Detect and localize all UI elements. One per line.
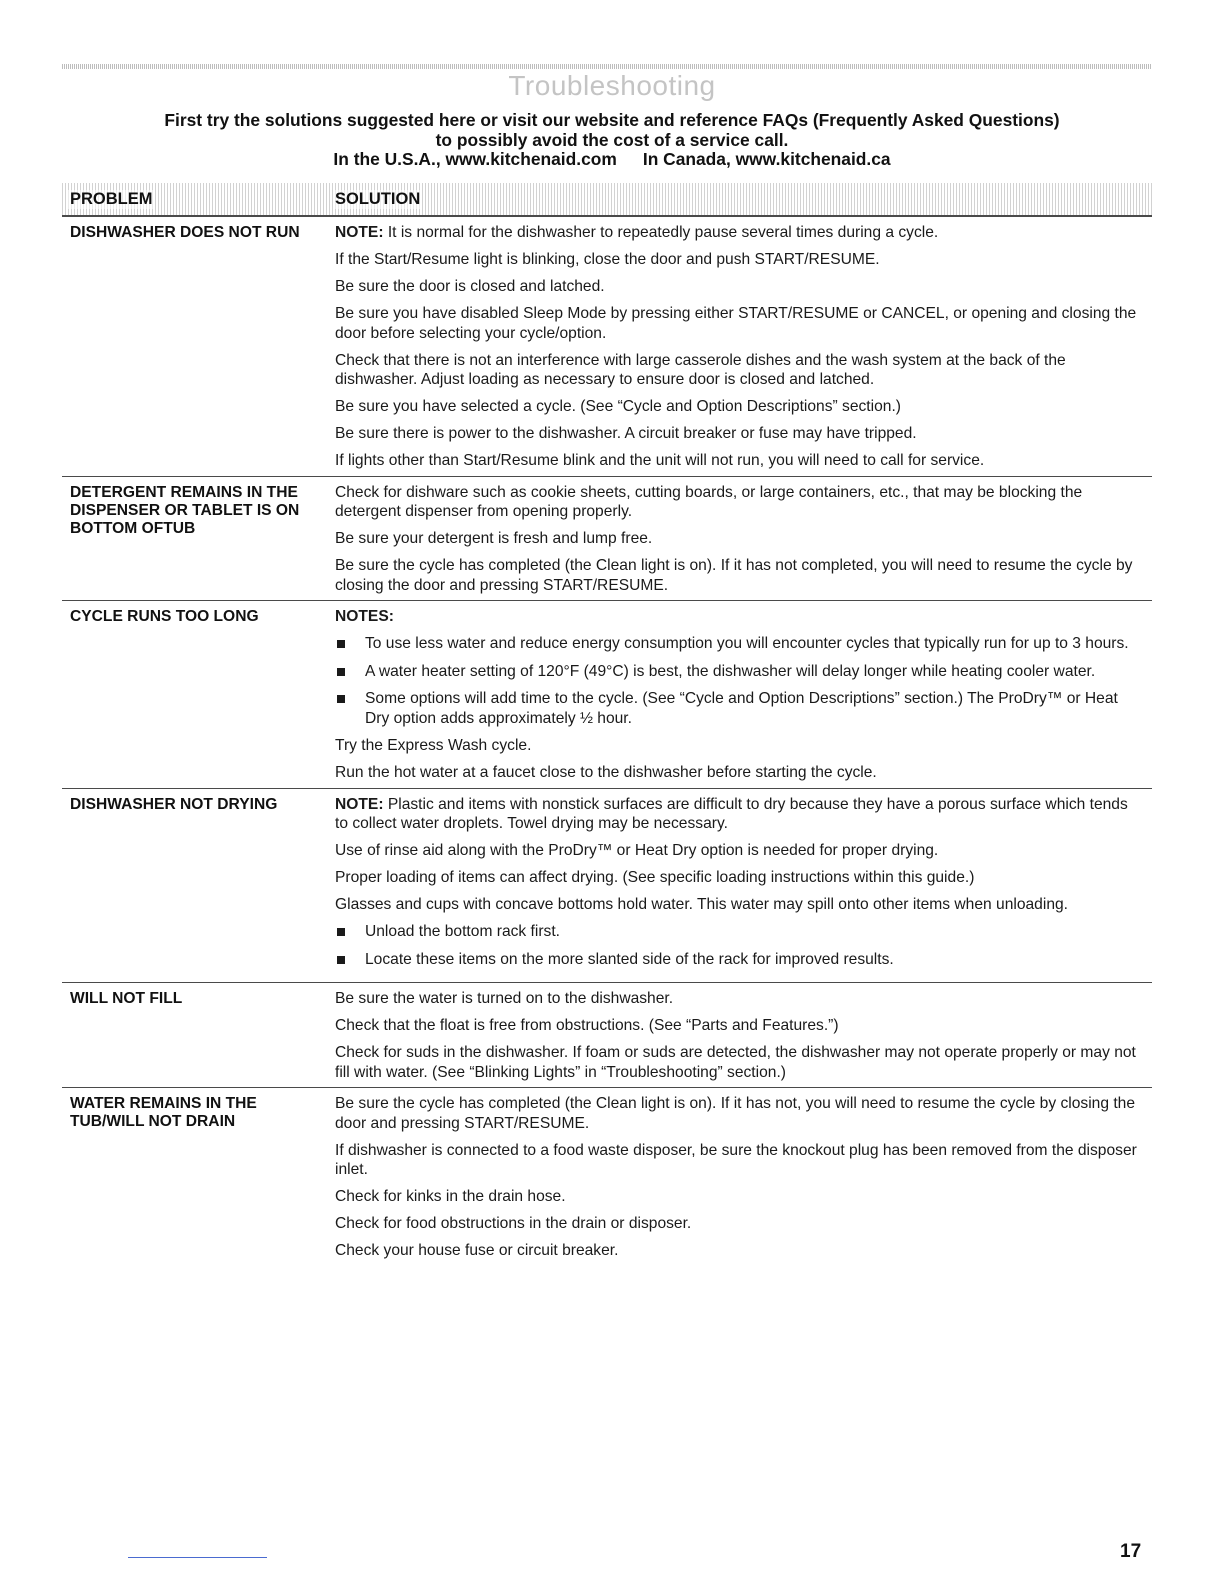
solution-text [335,607,1140,627]
square-bullet-icon [335,922,365,942]
solution-text [335,1141,1140,1180]
solution-text [335,1016,1140,1036]
intro-block [0,111,1224,170]
table-row [62,1088,1152,1266]
solution-bullet [335,689,1140,728]
page-title: Troubleshooting [508,70,716,101]
bullet-text: Unload the bottom rack first. [365,923,561,940]
solution-text [335,736,1140,756]
square-bullet-icon [335,634,365,654]
solution-cell [327,989,1152,1082]
top-divider-rule [62,64,1152,69]
troubleshooting-table [62,217,1152,1266]
solution-text [335,451,1140,471]
problem-cell: CYCLE RUNS TOO LONG [70,608,259,625]
solution-text [335,223,1140,243]
solution-text [335,556,1140,595]
solution-text-body: Check for kinks in the drain hose. [335,1188,566,1205]
solution-text-body: If lights other than Start/Resume blink and the unit will not run, you will need to call for service. [335,452,985,469]
table-row [62,601,1152,789]
bullet-text: A water heater setting of 120°F (49°C) is best, the dishwasher will delay longer while heating cooler water. [365,662,1096,680]
solution-bullet [335,950,1140,970]
solution-text [335,763,1140,783]
solution-text [335,483,1140,522]
solution-text-body: Run the hot water at a faucet close to the dishwasher before starting the cycle. [335,764,877,781]
solution-text [335,1214,1140,1234]
note-label: NOTES: [335,608,394,625]
problem-cell: WATER REMAINS IN THE TUB/WILL NOT DRAIN [70,1095,257,1130]
solution-cell [327,795,1152,978]
solution-text [335,397,1140,417]
solution-text-body: Try the Express Wash cycle. [335,737,532,754]
solution-text-body: Be sure the cycle has completed (the Clean light is on). If it has not, you will need to resume the cycle by closing the door and pressing START/RESUME. [335,1095,1136,1132]
table-row [62,789,1152,984]
solution-text-body: If the Start/Resume light is blinking, close the door and push START/RESUME. [335,251,880,268]
solution-cell [327,607,1152,783]
solution-text-body: Be sure your detergent is fresh and lump free. [335,530,653,547]
solution-text-body: If dishwasher is connected to a food waste disposer, be sure the knockout plug has been removed from the disposer inlet. [335,1141,1137,1178]
solution-text-body: Check for dishware such as cookie sheets, cutting boards, or large containers, etc., that may be blocking the detergent dispenser from opening properly. [335,483,1083,520]
table-row [62,983,1152,1088]
table-row [62,217,1152,477]
solution-text [335,868,1140,888]
solution-text-body: Proper loading of items can affect drying. (See specific loading instructions within this guide.) [335,869,975,886]
solution-bullet [335,922,1140,942]
solution-text-body: It is normal for the dishwasher to repeatedly pause several times during a cycle. [383,224,939,241]
solution-cell [327,483,1152,596]
canada-website-text: In Canada, www.kitchenaid.ca [642,149,891,169]
solution-text-body: Be sure the water is turned on to the dishwasher. [335,990,674,1007]
solution-bullet [335,662,1140,682]
solution-text [335,351,1140,390]
solution-text [335,795,1140,834]
solution-text [335,424,1140,444]
footer-line [128,1557,267,1558]
solution-text [335,1187,1140,1207]
problem-cell: DISHWASHER NOT DRYING [70,795,278,813]
solution-cell [327,1094,1152,1261]
solution-text [335,529,1140,549]
solution-text-body: Check for suds in the dishwasher. If foam or suds are detected, the dishwasher may not operate properly or may not fill with water. (See “Blinking Lights” in “Troubleshooting” section.) [335,1044,1136,1081]
problem-cell: WILL NOT FILL [70,990,183,1007]
solution-text [335,989,1140,1009]
note-label: NOTE: [335,795,384,813]
usa-website-text: In the U.S.A., www.kitchenaid.com [333,149,617,169]
bullet-text: Some options will add time to the cycle. (See “Cycle and Option Descriptions” section.) The ProDry™ or Heat Dry option adds approximately ½ hour. [365,690,1118,727]
solution-text [335,250,1140,270]
page-number: 17 [1120,1541,1142,1562]
header-problem: PROBLEM [70,190,153,208]
solution-text [335,1043,1140,1082]
problem-cell: DISHWASHER DOES NOT RUN [70,224,300,241]
solution-text [335,277,1140,297]
solution-text-body: Plastic and items with nonstick surfaces are difficult to dry because they have a porous surface which tends to collect water droplets. Towel drying may be necessary. [335,795,1128,832]
square-bullet-icon [335,662,365,682]
bullet-text: Locate these items on the more slanted side of the rack for improved results. [365,950,894,968]
intro-url-line [0,150,1224,170]
solution-text-body: Check that the float is free from obstructions. (See “Parts and Features.”) [335,1017,839,1034]
note-label: NOTE: [335,224,384,241]
solution-text-body: Check for food obstructions in the drain or disposer. [335,1215,692,1232]
solution-text [335,304,1140,343]
solution-text-body: Be sure the door is closed and latched. [335,278,605,295]
solution-cell [327,223,1152,471]
bullet-text: To use less water and reduce energy consumption you will encounter cycles that typically run for up to 3 hours. [365,635,1129,652]
solution-text-body: Check your house fuse or circuit breaker. [335,1242,619,1259]
solution-text-body: Be sure you have selected a cycle. (See “Cycle and Option Descriptions” section.) [335,398,901,415]
solution-text [335,1241,1140,1261]
solution-text-body: Be sure there is power to the dishwasher. A circuit breaker or fuse may have tripped. [335,425,917,442]
square-bullet-icon [335,950,365,970]
table-row [62,477,1152,602]
solution-text [335,1094,1140,1133]
solution-text-body: Be sure the cycle has completed (the Clean light is on). If it has not completed, you will need to resume the cycle by closing the door and pressing START/RESUME. [335,557,1133,594]
table-header [62,183,1152,217]
solution-text-body: Use of rinse aid along with the ProDry™ or Heat Dry option is needed for proper drying. [335,842,939,859]
intro-line-1: First try the solutions suggested here or visit our website and reference FAQs (Frequently Asked Questions) [164,110,1060,130]
intro-line-2: to possibly avoid the cost of a service call. [435,129,789,150]
header-solution: SOLUTION [335,190,421,208]
solution-text-body: Glasses and cups with concave bottoms hold water. This water may spill onto other items when unloading. [335,896,1068,913]
solution-text [335,841,1140,861]
solution-text-body: Be sure you have disabled Sleep Mode by pressing either START/RESUME or CANCEL, or opening and closing the door before selecting your cycle/option. [335,305,1137,342]
solution-bullet [335,634,1140,654]
solution-text [335,895,1140,915]
solution-text-body: Check that there is not an interference with large casserole dishes and the wash system at the back of the dishwasher. Adjust loading as necessary to ensure door is closed and latched. [335,351,1066,388]
problem-cell: DETERGENT REMAINS IN THE DISPENSER OR TABLET IS ON BOTTOM OFTUB [70,483,300,537]
square-bullet-icon [335,689,365,728]
